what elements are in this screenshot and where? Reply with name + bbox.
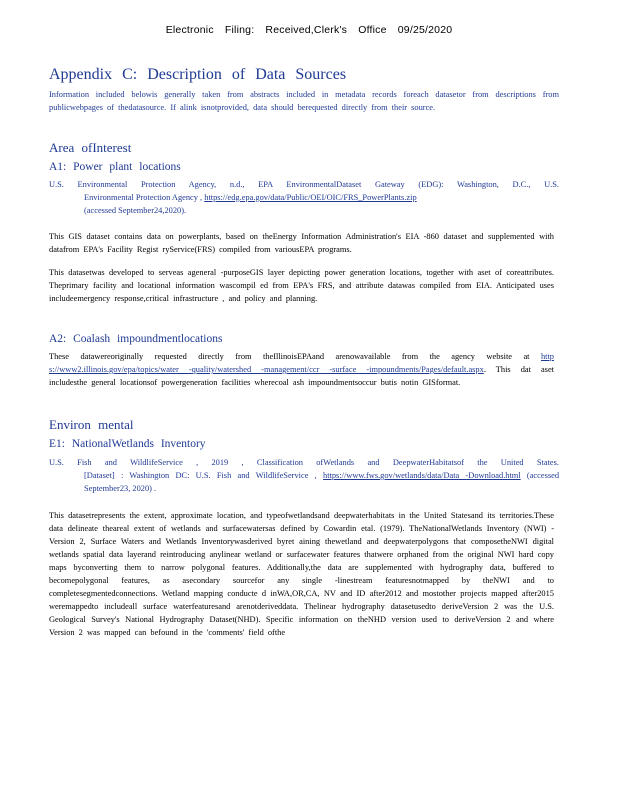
e1-reference — [49, 456, 559, 495]
e1-ref-accessed: (accessed September23, 2020) . — [84, 471, 560, 493]
e1-paragraph: This datasetrepresents the extent, approximate location, and typeofwetlandsand deepwaterhabitats in the United Statesand its territories.These data delineate theareal extent of wetlands and surfacewatersas defined by Cowardin etal. (1979). TheNationalWetlands Inventory (NWI) - Version 2, Surface Waters and Wetlands Inventorywasderived byret aining thewetland and deepwaterpolygons that composetheNWI digital wetlands spatial data layerand reintroducing anylinear wetland or surfacewater features thatwere orphaned from the original NWI hard copy maps byconverting them to narrow polygonal features. Additionally,the data are supplemented with hydrography data, buffered to becomepolygonal features, as asecondary sourcefor any single -linestream featuresnotmapped by theNWI and to completesegmentedconnections. Wetland mapping conducte d inWA,OR,CA, NV and ID after2012 and mostother projects mapped after2015 weremappedto includeall surface waterfeaturesand arenotderiveddata. Thelinear hydrography datasetusedto deriveVersion 2 was the U.S. Geological Survey's National Hydrography Dataset(NHD). Specific information on theNHD version used to deriveVersion 2 and where Version 2 was mapped can befound in the 'comments' field ofthe — [49, 511, 554, 637]
a1-paragraph-1: This GIS dataset contains data on powerplants, based on theEnergy Information Administration's EIA -860 dataset and supplemented with datafrom EPA's Facility Regist ryService(FRS) compiled from variousEPA programs. — [49, 232, 554, 254]
appendix-title: Appendix C: Description of Data Sources — [49, 66, 347, 83]
area-of-interest-heading: Area ofInterest — [49, 140, 132, 155]
a1-ref-link[interactable]: https://edg.epa.gov/data/Public/OEI/OIC/FRS_PowerPlants.zip — [204, 193, 417, 202]
e1-ref-line1: U.S. Fish and WildlifeService , 2019 , Classification ofWetlands and DeepwaterHabitatsof the United States. — [49, 458, 559, 467]
a2-para-start: These datawereoriginally requested directly from theIllinoisEPAand arenowavailable from the agency website at — [49, 352, 530, 361]
a1-ref-line2-text: Environmental Protection Agency , — [84, 193, 203, 202]
a1-ref-line2 — [49, 191, 559, 204]
a1-ref-accessed: (accessed September24,2020). — [84, 206, 187, 215]
a1-paragraph-2: This datasetwas developed to serveas ageneral -purposeGIS layer depicting power generation locations, together with aset of coreattributes. Theprimary facility and locational information wascompil ed from EPA's FRS, and attribute datawas compiled from EIA. Anticipated uses includeemergency response,critical infrastructure , and policy and planning. — [49, 268, 554, 303]
a2-paragraph — [49, 350, 554, 389]
appendix-intro: Information included belowis generally taken from abstracts included in metadata records foreach datasetor from descriptions from publicwebpages of thedatasource. If alink isnotprovided, data should berequested directly from their source. — [49, 90, 559, 112]
e1-ref-line2 — [49, 469, 559, 495]
e1-ref-line2-text: [Dataset] : Washington DC: U.S. Fish and WildlifeService , — [84, 471, 317, 480]
filing-header: Electronic Filing: Received,Clerk's Office 09/25/2020 — [165, 24, 453, 36]
a2-heading: A2: Coalash impoundmentlocations — [49, 333, 223, 345]
a1-reference — [49, 178, 559, 217]
e1-ref-link[interactable]: https://www.fws.gov/wetlands/data/Data -Download.html — [323, 471, 521, 480]
a2-para-end: . This dat aset includesthe general locationsof powergeneration facilities wherecoal ash impoundmentsoccur butis notin GISformat. — [49, 365, 554, 387]
a2-link[interactable]: http s://www2.illinois.gov/epa/topics/water -quality/watershed -management/ccr -surface -impoundments/Pages/default.aspx — [49, 352, 554, 374]
a1-heading: A1: Power plant locations — [49, 161, 181, 173]
environmental-heading: Environ mental — [49, 417, 134, 432]
e1-heading: E1: NationalWetlands Inventory — [49, 438, 206, 450]
a1-ref-line1: U.S. Environmental Protection Agency, n.d., EPA EnvironmentalDataset Gateway (EDG): Washington, D.C., U.S. — [49, 180, 559, 189]
